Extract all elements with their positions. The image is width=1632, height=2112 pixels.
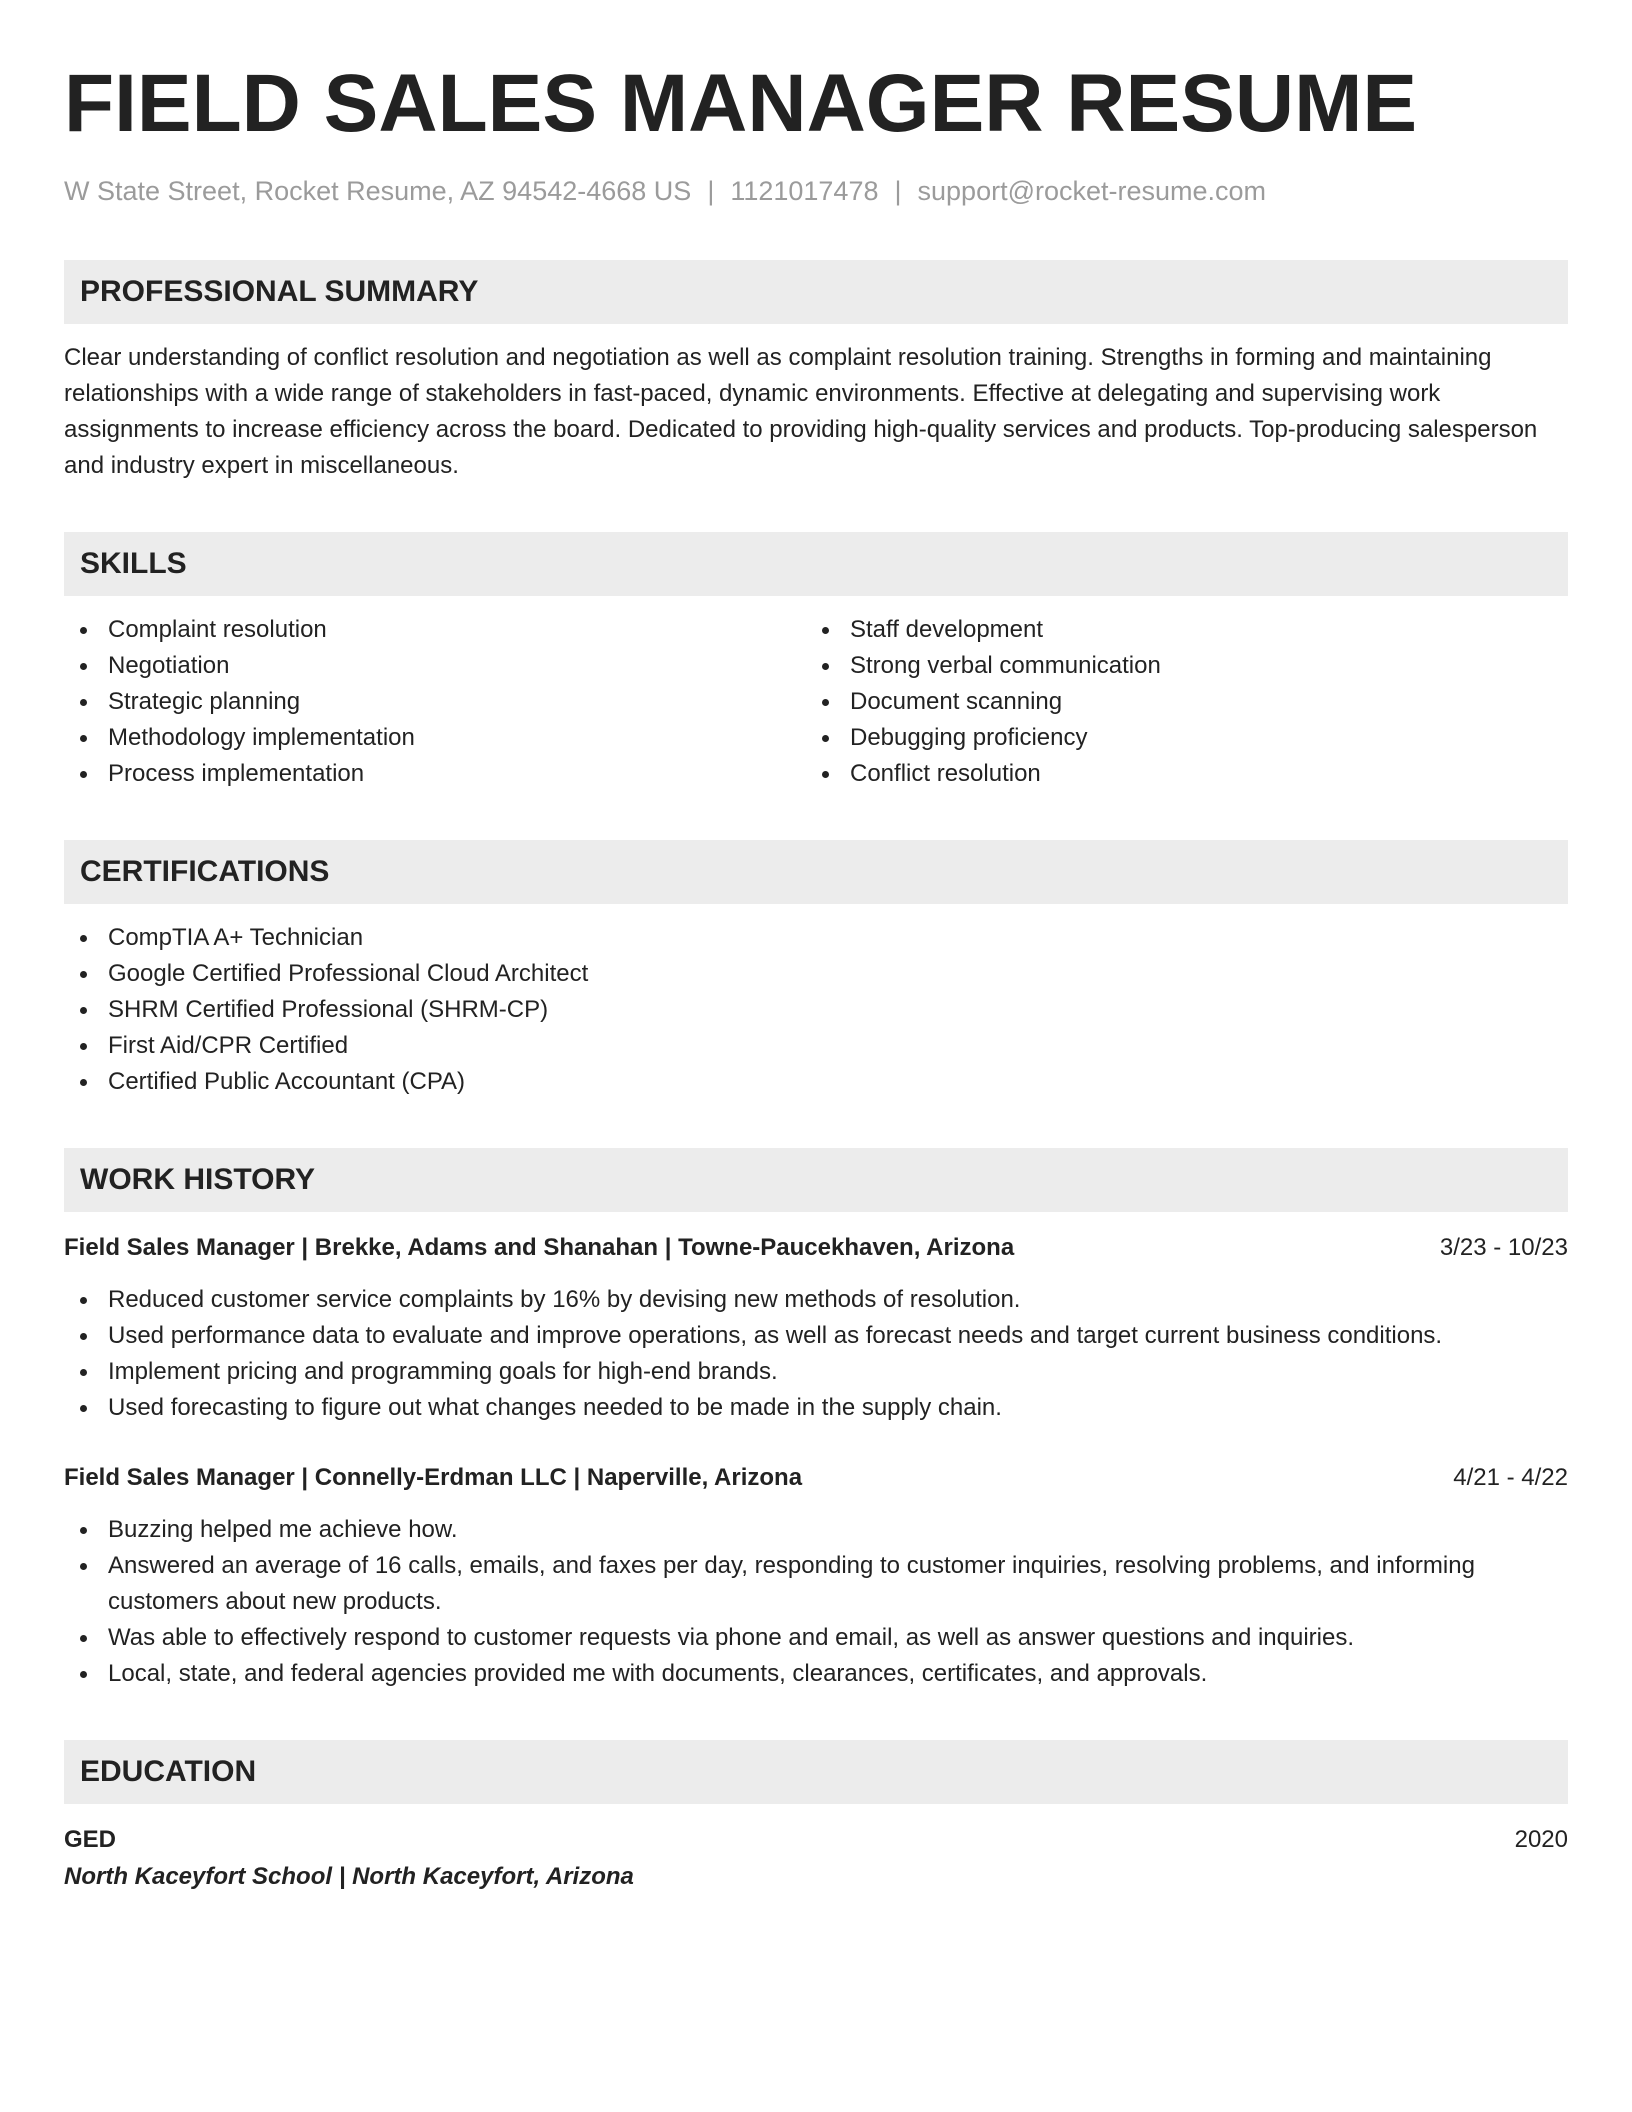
work-history-heading: WORK HISTORY (64, 1148, 1568, 1212)
skills-heading: SKILLS (64, 532, 1568, 596)
job-bullet: Reduced customer service complaints by 16% by devising new methods of resolution. (64, 1282, 1568, 1318)
job-bullet: Buzzing helped me achieve how. (64, 1512, 1568, 1548)
job-dates: 4/21 - 4/22 (1453, 1464, 1568, 1491)
job-bullet: Was able to effectively respond to customer requests via phone and email, as well as answer questions and inquiries. (64, 1620, 1568, 1656)
job-header (64, 1460, 1568, 1496)
certification-item: SHRM Certified Professional (SHRM-CP) (64, 992, 1568, 1028)
certifications-heading: CERTIFICATIONS (64, 840, 1568, 904)
skill-item: Complaint resolution (64, 612, 806, 648)
education-degree: GED (64, 1826, 117, 1853)
contact-address: W State Street, Rocket Resume, AZ 94542-4668 US (64, 176, 692, 206)
job-header (64, 1230, 1568, 1266)
skill-item: Process implementation (64, 756, 806, 792)
job-dates: 3/23 - 10/23 (1439, 1234, 1568, 1261)
skill-item: Document scanning (806, 684, 1548, 720)
skill-item: Debugging proficiency (806, 720, 1548, 756)
job-bullet: Answered an average of 16 calls, emails, and faxes per day, responding to customer inquiries, resolving problems, and informing customers about new products. (64, 1548, 1568, 1620)
education-school: North Kaceyfort School | North Kaceyfort, Arizona (64, 1863, 634, 1890)
contact-phone[interactable]: 1121017478 (730, 176, 879, 206)
skills-list (64, 612, 1568, 792)
skills-column-left (64, 612, 806, 792)
skill-item: Conflict resolution (806, 756, 1548, 792)
summary-text: Clear understanding of conflict resolution and negotiation as well as complaint resolution training. Strengths in forming and maintaining relationships with a wide range of stakeholders in fast-paced, dynamic environments. Effective at delegating and supervising work assignments to increase efficiency across the board. Dedicated to providing high-quality services and products. Top-producing salesperson and industry expert in miscellaneous. (64, 344, 1538, 479)
job-bullet: Used forecasting to figure out what changes needed to be made in the supply chain. (64, 1390, 1568, 1426)
certifications-list (64, 920, 1568, 1100)
job-title: Field Sales Manager | Brekke, Adams and Shanahan | Towne-Paucekhaven, Arizona (64, 1234, 1015, 1261)
skills-column-right (806, 612, 1548, 792)
skill-item: Strategic planning (64, 684, 806, 720)
job-bullet: Used performance data to evaluate and improve operations, as well as forecast needs and target current business conditions. (64, 1318, 1568, 1354)
job-bullets (64, 1282, 1568, 1426)
skill-item: Methodology implementation (64, 720, 806, 756)
job-bullet: Implement pricing and programming goals for high-end brands. (64, 1354, 1568, 1390)
certification-item: First Aid/CPR Certified (64, 1028, 1568, 1064)
certification-item: CompTIA A+ Technician (64, 920, 1568, 956)
contact-email[interactable]: support@rocket-resume.com (917, 176, 1267, 206)
skill-item: Staff development (806, 612, 1548, 648)
contact-separator: | (894, 176, 902, 206)
education-header (64, 1822, 1568, 1858)
job-title: Field Sales Manager | Connelly-Erdman LLC | Naperville, Arizona (64, 1464, 803, 1491)
resume-title: FIELD SALES MANAGER RESUME (64, 58, 1418, 149)
job-bullet: Local, state, and federal agencies provided me with documents, clearances, certificates, and approvals. (64, 1656, 1568, 1692)
skill-item: Strong verbal communication (806, 648, 1548, 684)
contact-separator: | (707, 176, 715, 206)
education-year: 2020 (1514, 1826, 1568, 1853)
certification-item: Certified Public Accountant (CPA) (64, 1064, 1568, 1100)
job-entry (64, 1230, 1568, 1426)
skill-item: Negotiation (64, 648, 806, 684)
education-heading: EDUCATION (64, 1740, 1568, 1804)
summary-heading: PROFESSIONAL SUMMARY (64, 260, 1568, 324)
job-bullets (64, 1512, 1568, 1692)
job-entry (64, 1460, 1568, 1692)
contact-line (64, 174, 1568, 208)
certification-item: Google Certified Professional Cloud Architect (64, 956, 1568, 992)
education-entry (64, 1822, 1568, 1896)
